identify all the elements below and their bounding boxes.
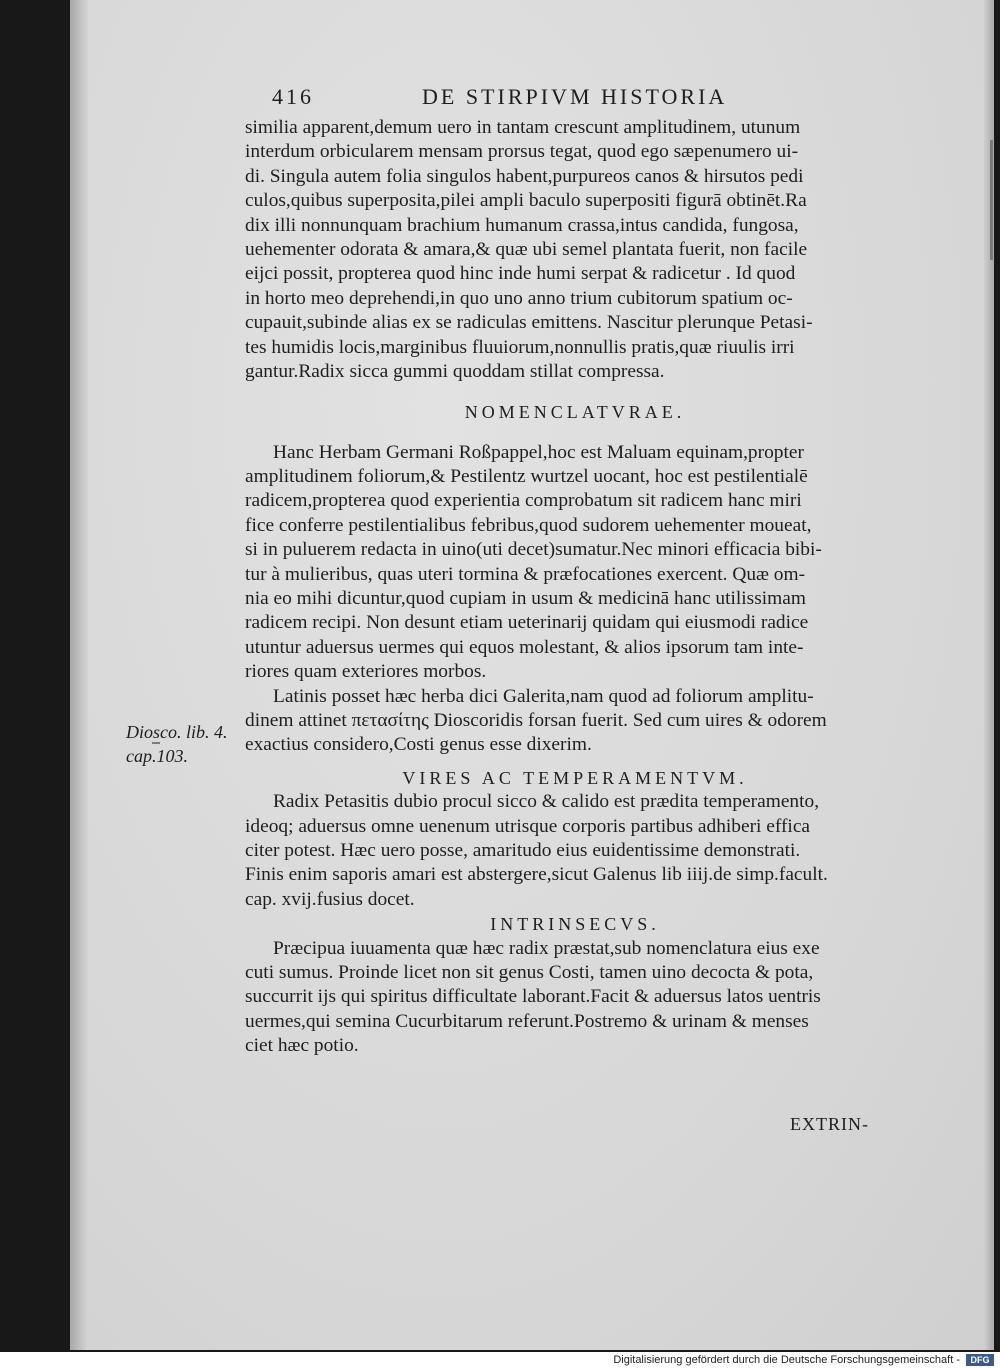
paragraph-internal-use [245,937,905,1059]
text-line: uehementer odorata & amara,& quæ ubi semel plantata fuerit, non facile [245,238,808,260]
margin-note-line: Diosco. lib. 4. [126,722,228,742]
text-line: di. Singula autem folia singulos habent,purpureos canos & hirsutos pedi [245,165,804,187]
text-line: tes humidis locis,marginibus fluuiorum,nonnullis pratis,quæ riuulis irri [245,336,795,358]
text-line: radicem recipi. Non desunt etiam ueterinarij quidam qui eiusmodi radice [245,612,809,634]
text-line: citer potest. Hæc uero posse, amaritudo eius euidentissime demonstrati. [245,839,801,861]
text-line: cap. xvij.fusius docet. [245,888,415,910]
text-line: gantur.Radix sicca gummi quoddam stillat compressa. [245,360,665,382]
text-line: dinem attinet πετασίτης Dioscoridis forsan fuerit. Sed cum uires & odorem [245,709,827,731]
margin-note [126,720,228,768]
paragraph-latin-name [245,685,905,758]
margin-note-line: cap.103. [126,746,188,766]
text-line: cuti sumus. Proinde licet non sit genus Costi, tamen uino decocta & pota, [245,961,814,983]
running-header [272,84,872,110]
text-line: riores quam exteriores morbos. [245,661,487,683]
text-line: si in puluerem redacta in uino(uti decet)sumatur.Nec minori efficacia bibi- [245,539,822,561]
text-line: dix illi nonnunquam brachium humanum crassa,intus candida, fungosa, [245,214,799,236]
heading-vires: VIRES AC TEMPERAMENTVM. [402,767,748,788]
running-title: DE STIRPIVM HISTORIA [422,84,728,109]
text-line: Radix Petasitis dubio procul sicco & calido est prædita temperamento, [273,791,820,813]
text-line: Hanc Herbam Germani Roßpappel,hoc est Maluam equinam,propter [273,441,804,463]
catchword: EXTRIN- [790,1114,869,1134]
text-line: similia apparent,demum uero in tantam crescunt amplitudinem, utunum [245,117,801,138]
footer-credit: Digitalisierung gefördert durch die Deutsche Forschungsgemeinschaft - [613,1354,960,1366]
text-line: fice conferre pestilentialibus febribus,quod sudorem uehementer moueat, [245,514,812,536]
text-line: ideoq; aduersus omne uenenum utrisque corporis partibus adhiberi effica [245,815,811,837]
main-text [245,116,905,1058]
page-gutter-shadow [70,0,88,1350]
text-line: succurrit ijs qui spiritus difficultate laborant.Facit & aduersus latos uentris [245,986,821,1008]
text-line: in horto meo deprehendi,in quo uno anno trium cubitorum spatium oc- [245,287,793,309]
edge-mark [990,140,993,260]
text-line: interdum orbicularem mensam prorsus tegat, quod ego sæpenumero ui- [245,141,799,163]
text-line: utuntur aduersus uermes qui equos molestant, & alios ipsorum tam inte- [245,636,804,658]
text-line: nia eo mihi dicuntur,quod cupiam in usum & medicinā hanc utilissimam [245,588,806,610]
heading-intrinsecus: INTRINSECVS. [490,914,660,935]
text-line: ciet hæc potio. [245,1035,359,1057]
dfg-logo: DFG [966,1354,994,1366]
text-line: amplitudinem foliorum,& Pestilentz wurtzel uocant, hoc est pestilentialē [245,466,808,488]
paragraph-description [245,116,905,384]
text-line: Finis enim saporis amari est abstergere,sicut Galenus lib iiij.de simp.facult. [245,864,828,886]
text-line: exactius considero,Costi genus esse dixerim. [245,734,592,756]
text-line: eijci possit, propterea quod hinc inde humi serpat & radicetur . Id quod [245,263,796,285]
page-number: 416 [272,84,314,109]
heading-nomenclaturae: NOMENCLATVRAE. [464,402,686,423]
text-line: Præcipua iuuamenta quæ hæc radix præstat,sub nomenclatura eius exe [273,937,820,959]
text-line: Latinis posset hæc herba dici Galerita,nam quod ad foliorum amplitu- [273,685,814,707]
text-line: uermes,qui semina Cucurbitarum referunt.Postremo & urinam & menses [245,1010,809,1032]
text-line: radicem,propterea quod experientia comprobatum sit radicem hanc miri [245,490,802,512]
paragraph-temperament [245,790,905,912]
paragraph-nomenclature [245,441,905,685]
text-line: tur à mulieribus, quas uteri tormina & præfocationes exercent. Quæ om- [245,563,806,585]
text-line: cupauit,subinde alias ex se radiculas emittens. Nascitur plerunque Petasi- [245,312,813,334]
text-line: culos,quibus superposita,pilei ampli baculo superpositi figurā obtinēt.Ra [245,190,807,212]
